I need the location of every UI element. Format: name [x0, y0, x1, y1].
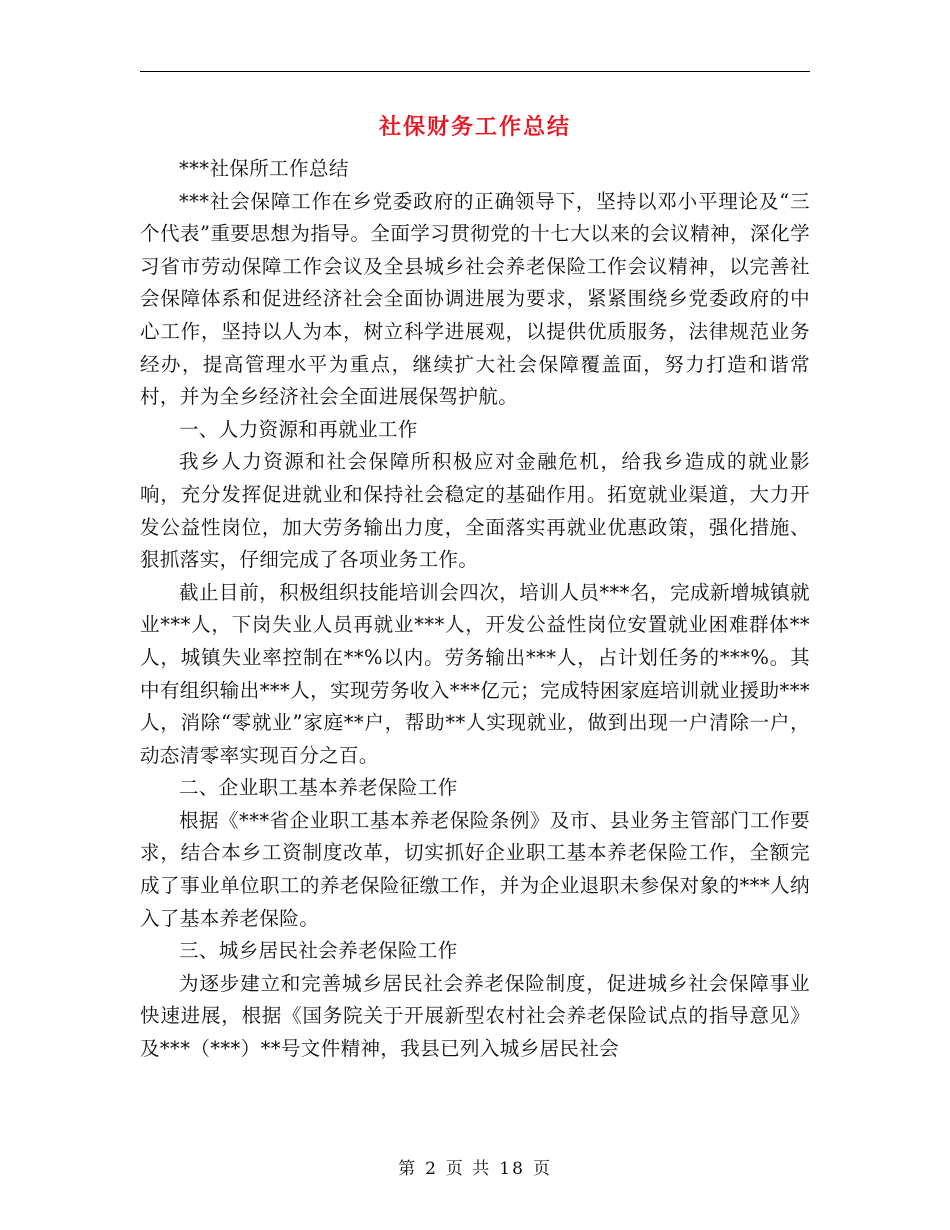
- footer-prefix: 第: [398, 1159, 418, 1179]
- paragraph: 为逐步建立和完善城乡居民社会养老保险制度，促进城乡社会保障事业快速进展，根据《国务院关于开展新型农村社会养老保险试点的指导意见》及***（***）**号文件精神，我县已列入城乡居民社会: [140, 971, 810, 1061]
- page-total: 18: [499, 1159, 525, 1179]
- section-heading-3: 三、城乡居民社会养老保险工作: [179, 939, 458, 963]
- footer-middle: 页 共: [445, 1159, 492, 1179]
- page-footer: [0, 1154, 950, 1179]
- paragraph-intro: ***社会保障工作在乡党委政府的正确领导下，坚持以邓小平理论及“三个代表”重要思想为指导。全面学习贯彻党的十七大以来的会议精神，深化学习省市劳动保障工作会议及全县城乡社会养老保险工作会议精神，以完善社会保障体系和促进经济社会全面协调进展为要求，紧紧围绕乡党委政府的中心工作，坚持以人为本，树立科学进展观，以提供优质服务，法律规范业务经办，提高管理水平为重点，继续扩大社会保障覆盖面，努力打造和谐常村，并为全乡经济社会全面进展保驾护航。: [140, 189, 810, 409]
- paragraph: 截止目前，积极组织技能培训会四次，培训人员***名，完成新增城镇就业***人，下岗失业人员再就业***人，开发公益性岗位安置就业困难群体**人，城镇失业率控制在**%以内。劳务输出***人，占计划任务的***%。其中有组织输出***人，实现劳务收入***亿元；完成特困家庭培训就业援助***人，消除“零就业”家庭**户，帮助**人实现就业，做到出现一户清除一户，动态清零率实现百分之百。: [140, 580, 810, 767]
- header-rule: [140, 71, 810, 72]
- paragraph-subtitle: ***社保所工作总结: [179, 157, 349, 180]
- paragraph: 我乡人力资源和社会保障所积极应对金融危机，给我乡造成的就业影响，充分发挥促进就业和保持社会稳定的基础作用。拓宽就业渠道，大力开发公益性岗位，加大劳务输出力度，全面落实再就业优惠政策，强化措施、狠抓落实，仔细完成了各项业务工作。: [140, 450, 810, 572]
- footer-suffix: 页: [532, 1159, 552, 1179]
- document-title: 社保财务工作总结: [378, 115, 571, 140]
- section-heading-1: 一、人力资源和再就业工作: [179, 417, 418, 441]
- document-body: [140, 153, 810, 1066]
- section-heading-2: 二、企业职工基本养老保险工作: [179, 776, 458, 800]
- page-number: 2: [425, 1159, 438, 1179]
- paragraph: 根据《***省企业职工基本养老保险条例》及市、县业务主管部门工作要求，结合本乡工资制度改革，切实抓好企业职工基本养老保险工作，全额完成了事业单位职工的养老保险征缴工作，并为企业退职未参保对象的***人纳入了基本养老保险。: [140, 808, 810, 930]
